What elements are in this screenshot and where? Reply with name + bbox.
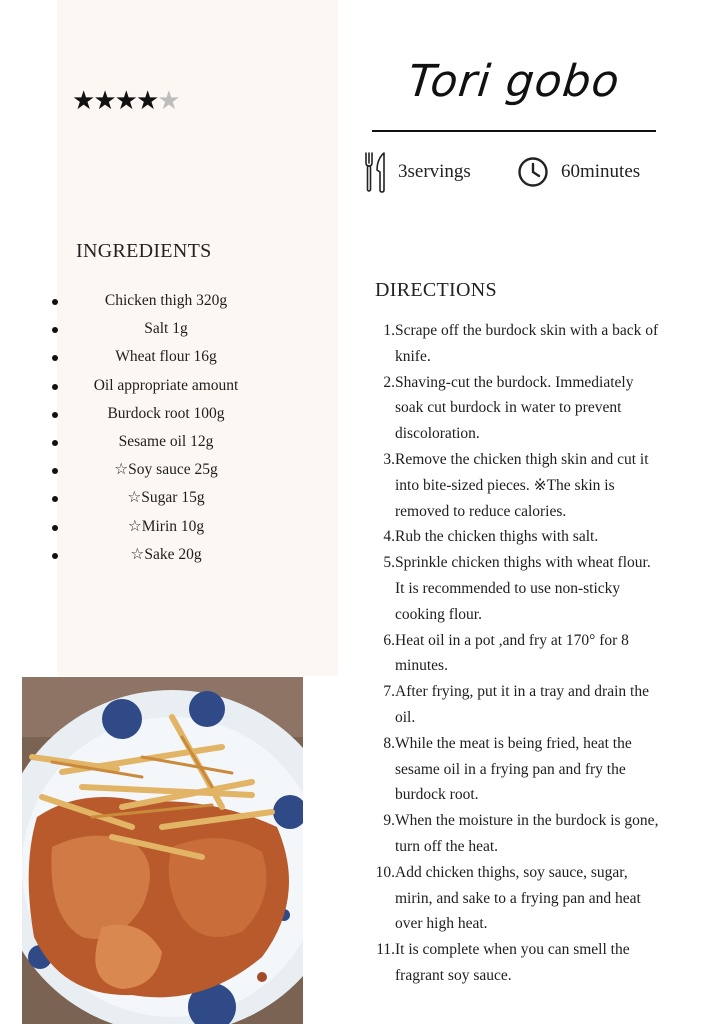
clock-icon bbox=[517, 156, 549, 188]
step-text: Scrape off the burdock skin with a back of knife. bbox=[395, 322, 659, 365]
step-number: 9. bbox=[383, 812, 395, 830]
recipe-title: Tori gobo bbox=[405, 56, 623, 107]
direction-step bbox=[370, 370, 660, 447]
step-text: Shaving-cut the burdock. Immediately soak cut burdock in water to prevent discoloration. bbox=[395, 373, 634, 443]
step-text: Sprinkle chicken thighs with wheat flour. It is recommended to use non-sticky cooking flour. bbox=[395, 554, 651, 623]
step-text: When the moisture in the burdock is gone, turn off the heat. bbox=[395, 812, 659, 855]
ingredient-item: Oil appropriate amount bbox=[44, 372, 272, 400]
ingredient-item: Wheat flour 16g bbox=[44, 343, 272, 371]
step-number: 1. bbox=[383, 322, 395, 339]
direction-step bbox=[370, 524, 660, 550]
direction-step bbox=[370, 731, 660, 808]
step-number: 7. bbox=[383, 683, 395, 701]
ingredient-item: Chicken thigh 320g bbox=[44, 287, 272, 315]
step-text: Add chicken thighs, soy sauce, sugar, mirin, and sake to a frying pan and heat over high heat. bbox=[395, 863, 641, 933]
ingredient-item: ☆Sugar 15g bbox=[44, 484, 272, 512]
step-number: 3. bbox=[383, 450, 395, 468]
step-text: Rub the chicken thighs with salt. bbox=[395, 528, 599, 546]
step-text: Remove the chicken thigh skin and cut it into bite-sized pieces. ※The skin is removed to reduce calories. bbox=[395, 450, 649, 520]
ingredients-heading: INGREDIENTS bbox=[76, 240, 212, 262]
directions-list bbox=[370, 318, 660, 989]
step-number: 5. bbox=[383, 554, 395, 572]
step-number: 6. bbox=[383, 631, 395, 649]
direction-step bbox=[370, 447, 660, 524]
direction-step bbox=[370, 628, 660, 680]
step-text: Heat oil in a pot ,and fry at 170° for 8 minutes. bbox=[395, 631, 629, 675]
ingredient-item: ☆Mirin 10g bbox=[44, 513, 272, 541]
direction-step bbox=[370, 860, 660, 937]
ingredient-item: Salt 1g bbox=[44, 315, 272, 343]
direction-step bbox=[370, 318, 660, 370]
ingredient-item: ☆Sake 20g bbox=[44, 541, 272, 569]
step-text: While the meat is being fried, heat the sesame oil in a frying pan and fry the burdock root. bbox=[395, 734, 632, 804]
direction-step bbox=[370, 679, 660, 731]
fork-knife-icon bbox=[364, 151, 386, 193]
time-label: 60minutes bbox=[561, 161, 641, 182]
step-text: After frying, put it in a tray and drain the oil. bbox=[395, 683, 649, 726]
direction-step bbox=[370, 937, 660, 989]
star-empty-icon: ★ bbox=[157, 86, 179, 116]
star-filled-icon: ★ bbox=[93, 86, 115, 116]
step-number: 8. bbox=[383, 734, 395, 752]
step-number: 4. bbox=[383, 528, 395, 546]
ingredient-item: ☆Soy sauce 25g bbox=[44, 456, 272, 484]
step-number: 2. bbox=[383, 373, 395, 391]
star-filled-icon: ★ bbox=[135, 86, 158, 116]
ingredients-list bbox=[44, 287, 272, 569]
ingredient-item: Burdock root 100g bbox=[44, 400, 272, 428]
direction-step bbox=[370, 808, 660, 860]
step-number: 11. bbox=[376, 941, 395, 959]
time-info bbox=[517, 152, 640, 192]
title-divider bbox=[372, 130, 656, 132]
step-number: 10. bbox=[375, 863, 395, 881]
servings-label: 3servings bbox=[398, 161, 471, 182]
dish-photo bbox=[22, 677, 303, 1024]
star-filled-icon: ★ bbox=[114, 86, 136, 116]
ingredient-item: Sesame oil 12g bbox=[44, 428, 272, 456]
step-text: It is complete when you can smell the fragrant soy sauce. bbox=[395, 941, 630, 984]
servings-info bbox=[364, 152, 471, 192]
star-filled-icon: ★ bbox=[72, 86, 94, 116]
direction-step bbox=[370, 550, 660, 627]
directions-heading: DIRECTIONS bbox=[375, 279, 497, 301]
star-rating bbox=[72, 88, 179, 114]
